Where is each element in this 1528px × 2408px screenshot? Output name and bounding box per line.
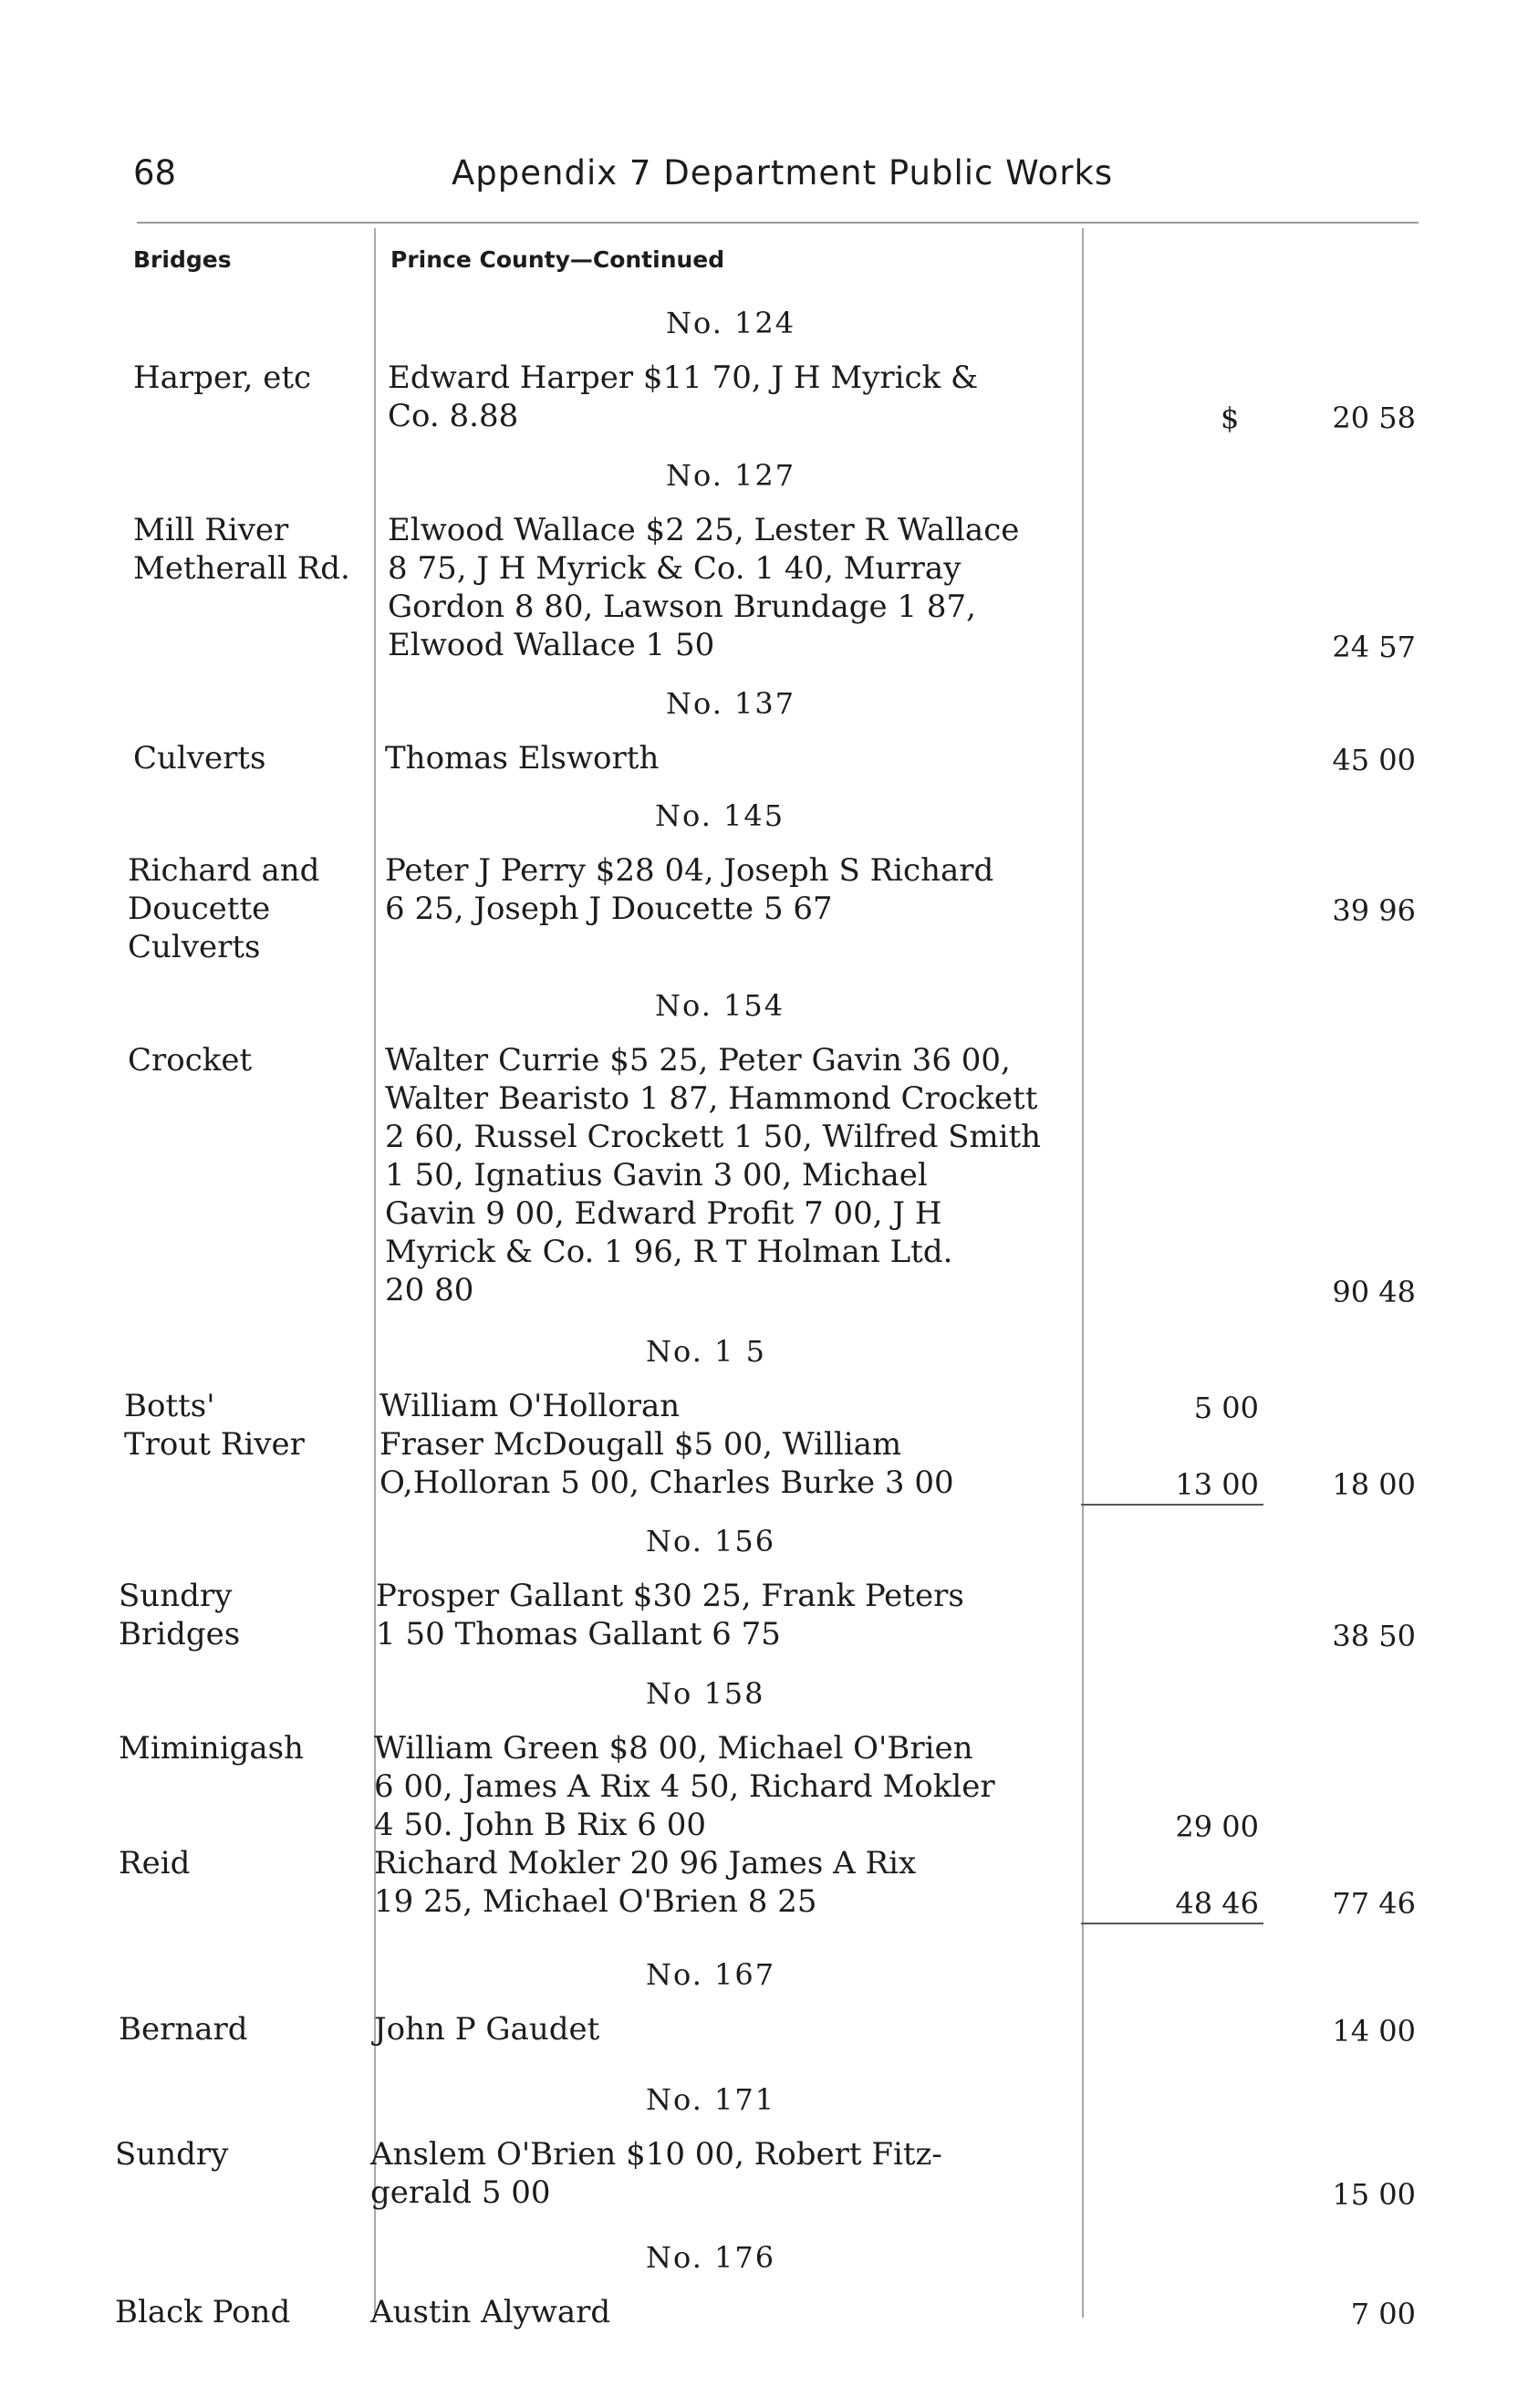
description-line: Elwood Wallace 1 50 [388, 627, 715, 663]
section-label [128, 851, 319, 966]
total-amount: 90 48 [1332, 1275, 1416, 1309]
section-description [370, 2135, 942, 2212]
section-label [119, 1729, 304, 1882]
dollar-sign: $ [1221, 401, 1240, 435]
total-amount: 39 96 [1332, 893, 1416, 928]
description-line: Co. 8.88 [388, 398, 519, 434]
section-description [376, 1577, 964, 1653]
section-number: No. 1 5 [646, 1334, 766, 1369]
label-line: Metherall Rd. [133, 550, 350, 587]
label-line: Trout River [124, 1426, 305, 1463]
page-number: 68 [133, 153, 177, 193]
description-line: 4 50. John B Rix 6 00 [374, 1807, 706, 1843]
label-line: Bridges [119, 1616, 241, 1652]
divider-right [1082, 228, 1084, 2318]
section-description [370, 2293, 610, 2331]
description-line: O,Holloran 5 00, Charles Burke 3 00 [379, 1465, 954, 1501]
subtotal-rule [1081, 1923, 1263, 1924]
subtotal-amount: 29 00 [1175, 1809, 1259, 1844]
description-line: William O'Holloran [379, 1388, 681, 1424]
description-line: 1 50 Thomas Gallant 6 75 [376, 1616, 781, 1652]
section-label [119, 1577, 240, 1653]
description-line: Anslem O'Brien $10 00, Robert Fitz- [370, 2136, 942, 2173]
description-line: Gordon 8 80, Lawson Brundage 1 87, [388, 589, 976, 625]
description-line: 6 00, James A Rix 4 50, Richard Mokler [374, 1768, 995, 1805]
subtotal-amount: 13 00 [1175, 1467, 1259, 1502]
label-line: Botts' [124, 1388, 215, 1424]
label-line: Culverts [128, 929, 261, 965]
label-line: Sundry [119, 1578, 233, 1614]
label-line: Black Pond [115, 2294, 291, 2330]
description-line: Edward Harper $11 70, J H Myrick & [388, 360, 979, 396]
description-line: 20 80 [385, 1272, 474, 1308]
label-line: Mill River [133, 512, 289, 548]
total-amount: 24 57 [1332, 630, 1416, 664]
description-line: Walter Bearisto 1 87, Hammond Crockett [385, 1080, 1038, 1117]
total-amount: 18 00 [1332, 1467, 1416, 1502]
column-header-county: Prince County—Continued [390, 246, 725, 273]
section-label [115, 2135, 228, 2173]
section-label [124, 1387, 305, 1464]
description-line: 19 25, Michael O'Brien 8 25 [374, 1883, 817, 1920]
label-line: Richard and [128, 852, 320, 889]
section-description [374, 2010, 599, 2048]
section-description [379, 1387, 954, 1502]
description-line: gerald 5 00 [370, 2174, 551, 2211]
description-line: 2 60, Russel Crockett 1 50, Wilfred Smith [385, 1119, 1042, 1155]
page-title: Appendix 7 Department Public Works [452, 153, 1114, 193]
column-header-bridges: Bridges [133, 246, 232, 273]
page-header [0, 148, 1528, 203]
section-number: No. 176 [646, 2240, 776, 2275]
description-line: John P Gaudet [374, 2011, 600, 2048]
description-line: Prosper Gallant $30 25, Frank Peters [376, 1578, 964, 1614]
section-number: No. 156 [646, 1524, 776, 1558]
section-description [385, 739, 659, 777]
section-description [374, 1729, 995, 1921]
section-description [385, 851, 993, 928]
section-number: No. 137 [666, 686, 796, 721]
description-line: William Green $8 00, Michael O'Brien [374, 1730, 973, 1767]
label-line: Doucette [128, 891, 271, 927]
section-description [385, 1041, 1041, 1309]
label-line: Miminigash [119, 1730, 304, 1767]
section-number: No 158 [646, 1676, 765, 1711]
total-amount: 77 46 [1332, 1886, 1416, 1921]
description-line: 8 75, J H Myrick & Co. 1 40, Murray [388, 550, 961, 587]
label-line: Reid [119, 1845, 191, 1882]
total-amount: 15 00 [1332, 2177, 1416, 2212]
description-line: Richard Mokler 20 96 James A Rix [374, 1845, 917, 1882]
description-line: Gavin 9 00, Edward Profit 7 00, J H [385, 1195, 942, 1232]
total-amount: 38 50 [1332, 1619, 1416, 1653]
section-number: No. 154 [655, 988, 785, 1023]
label-line [119, 1806, 304, 1844]
label-line: Bernard [119, 2011, 248, 2048]
subtotal-amount: 5 00 [1193, 1391, 1259, 1425]
section-label [133, 739, 265, 777]
section-number: No. 145 [655, 798, 785, 833]
description-line: Thomas Elsworth [385, 740, 660, 777]
total-amount: 14 00 [1332, 2014, 1416, 2048]
description-line: Peter J Perry $28 04, Joseph S Richard [385, 852, 994, 889]
description-line: Elwood Wallace $2 25, Lester R Wallace [388, 512, 1020, 548]
total-amount: 7 00 [1350, 2297, 1416, 2331]
section-number: No. 124 [666, 306, 796, 340]
label-line: Culverts [133, 740, 266, 777]
label-line: Sundry [115, 2136, 229, 2173]
description-line: 1 50, Ignatius Gavin 3 00, Michael [385, 1157, 928, 1194]
section-label [133, 511, 350, 588]
label-line: Harper, etc [133, 360, 312, 396]
section-description [388, 511, 1019, 664]
section-label [128, 1041, 252, 1079]
total-amount: 45 00 [1332, 743, 1416, 777]
label-line: Crocket [128, 1042, 253, 1079]
section-number: No. 167 [646, 1957, 776, 1992]
section-number: No. 171 [646, 2082, 776, 2117]
description-line: Fraser McDougall $5 00, William [379, 1426, 902, 1463]
description-line: Austin Alyward [370, 2294, 611, 2330]
description-line: Myrick & Co. 1 96, R T Holman Ltd. [385, 1234, 953, 1270]
section-number: No. 127 [666, 458, 796, 493]
total-amount: 20 58 [1332, 401, 1416, 435]
description-line: Walter Currie $5 25, Peter Gavin 36 00, [385, 1042, 1011, 1079]
divider-left [374, 228, 376, 2318]
section-label [133, 359, 311, 397]
section-label [119, 2010, 248, 2048]
description-line: 6 25, Joseph J Doucette 5 67 [385, 891, 833, 927]
section-label [115, 2293, 290, 2331]
section-description [388, 359, 978, 435]
label-line [119, 1767, 304, 1806]
subtotal-rule [1081, 1504, 1263, 1506]
subtotal-amount: 48 46 [1175, 1886, 1259, 1921]
header-rule [137, 222, 1419, 224]
